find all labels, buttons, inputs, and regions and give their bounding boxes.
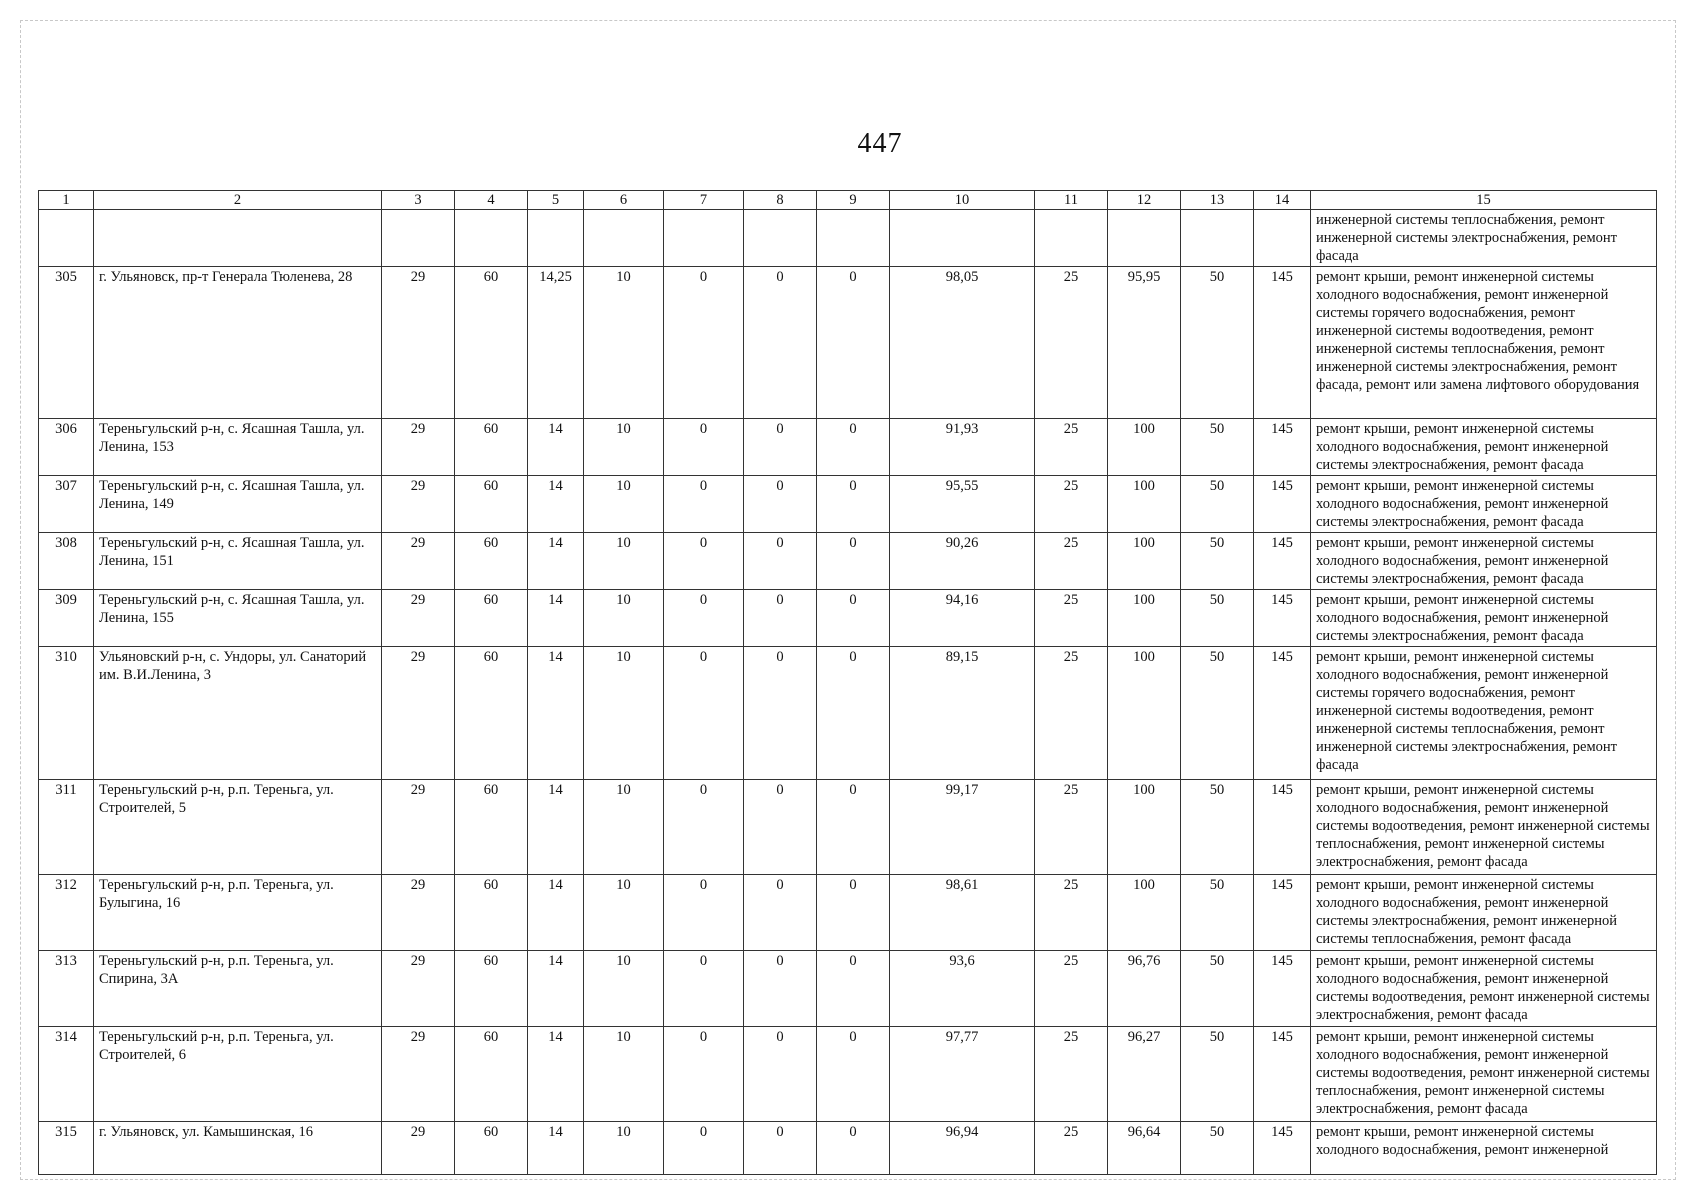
value-cell: 100 [1108,419,1181,476]
works-cell: ремонт крыши, ремонт инженерной системы холодного водоснабжения, ремонт инженерной системы электроснабжения, ремонт фасада [1311,533,1657,590]
value-cell: 14 [528,647,584,780]
table-row [39,267,1657,419]
address-cell: Тереньгульский р-н, р.п. Тереньга, ул. Спирина, 3А [94,951,382,1027]
page-number: 447 [857,128,903,159]
value-cell: 60 [455,1027,528,1122]
value-cell: 145 [1254,590,1311,647]
value-cell: 14 [528,476,584,533]
value-cell: 29 [382,875,455,951]
value-cell: 90,26 [890,533,1035,590]
value-cell: 0 [744,533,817,590]
value-cell: 95,95 [1108,267,1181,419]
value-cell: 145 [1254,1122,1311,1175]
works-cell: ремонт крыши, ремонт инженерной системы холодного водоснабжения, ремонт инженерной системы водоотведения, ремонт инженерной системы теплоснабжения, ремонт инженерной системы электроснабжения, ремонт фасада [1311,780,1657,875]
value-cell: 100 [1108,476,1181,533]
column-header: 5 [528,191,584,210]
value-cell: 10 [584,590,664,647]
table-row [39,951,1657,1027]
value-cell: 0 [817,875,890,951]
value-cell: 145 [1254,267,1311,419]
value-cell: 50 [1181,951,1254,1027]
table-row [39,1027,1657,1122]
value-cell: 29 [382,590,455,647]
repair-schedule-table [38,190,1657,1175]
value-cell: 100 [1108,533,1181,590]
table-row [39,780,1657,875]
table-row [39,590,1657,647]
value-cell: 95,55 [890,476,1035,533]
works-cell: ремонт крыши, ремонт инженерной системы холодного водоснабжения, ремонт инженерной системы электроснабжения, ремонт фасада [1311,590,1657,647]
value-cell: 60 [455,419,528,476]
table-cell [1254,210,1311,267]
value-cell: 145 [1254,951,1311,1027]
value-cell: 145 [1254,419,1311,476]
value-cell: 0 [817,951,890,1027]
value-cell: 14 [528,533,584,590]
works-cell: ремонт крыши, ремонт инженерной системы холодного водоснабжения, ремонт инженерной системы электроснабжения, ремонт инженерной системы теплоснабжения, ремонт фасада [1311,875,1657,951]
row-number: 314 [39,1027,94,1122]
column-header: 6 [584,191,664,210]
value-cell: 25 [1035,951,1108,1027]
value-cell: 0 [664,875,744,951]
value-cell: 29 [382,1122,455,1175]
value-cell: 14 [528,780,584,875]
table-cell [382,210,455,267]
value-cell: 60 [455,780,528,875]
value-cell: 97,77 [890,1027,1035,1122]
table-cell [94,210,382,267]
value-cell: 0 [664,780,744,875]
value-cell: 50 [1181,1122,1254,1175]
value-cell: 0 [744,875,817,951]
value-cell: 100 [1108,780,1181,875]
value-cell: 0 [664,419,744,476]
value-cell: 50 [1181,533,1254,590]
value-cell: 29 [382,647,455,780]
value-cell: 60 [455,590,528,647]
works-cell: ремонт крыши, ремонт инженерной системы холодного водоснабжения, ремонт инженерной системы водоотведения, ремонт инженерной системы теплоснабжения, ремонт инженерной системы электроснабжения, ремонт фасада [1311,1027,1657,1122]
column-header: 11 [1035,191,1108,210]
value-cell: 0 [817,590,890,647]
value-cell: 14 [528,590,584,647]
value-cell: 0 [744,780,817,875]
value-cell: 0 [664,1027,744,1122]
value-cell: 100 [1108,647,1181,780]
address-cell: Тереньгульский р-н, р.п. Тереньга, ул. Булыгина, 16 [94,875,382,951]
value-cell: 60 [455,533,528,590]
column-header: 1 [39,191,94,210]
value-cell: 0 [744,476,817,533]
table-cell [890,210,1035,267]
address-cell: г. Ульяновск, пр-т Генерала Тюленева, 28 [94,267,382,419]
address-cell: Тереньгульский р-н, р.п. Тереньга, ул. Строителей, 6 [94,1027,382,1122]
value-cell: 98,61 [890,875,1035,951]
value-cell: 29 [382,951,455,1027]
table-cell [455,210,528,267]
value-cell: 0 [817,1027,890,1122]
works-cell: ремонт крыши, ремонт инженерной системы холодного водоснабжения, ремонт инженерной системы горячего водоснабжения, ремонт инженерной системы водоотведения, ремонт инженерной системы теплоснабжения, ремонт инженерной системы электроснабжения, ремонт фасада, ремонт или замена лифтового оборудования [1311,267,1657,419]
value-cell: 0 [817,647,890,780]
column-number-header [39,191,1657,210]
row-number: 310 [39,647,94,780]
value-cell: 25 [1035,647,1108,780]
row-number: 305 [39,267,94,419]
value-cell: 60 [455,476,528,533]
value-cell: 0 [817,267,890,419]
value-cell: 29 [382,780,455,875]
value-cell: 0 [664,533,744,590]
table-cell [664,210,744,267]
value-cell: 25 [1035,780,1108,875]
table-row [39,419,1657,476]
value-cell: 10 [584,476,664,533]
value-cell: 50 [1181,476,1254,533]
value-cell: 145 [1254,533,1311,590]
value-cell: 10 [584,951,664,1027]
value-cell: 25 [1035,875,1108,951]
table-cell [817,210,890,267]
value-cell: 14 [528,1122,584,1175]
value-cell: 99,17 [890,780,1035,875]
works-cell: ремонт крыши, ремонт инженерной системы холодного водоснабжения, ремонт инженерной системы электроснабжения, ремонт фасада [1311,419,1657,476]
value-cell: 25 [1035,533,1108,590]
value-cell: 60 [455,647,528,780]
value-cell: 25 [1035,590,1108,647]
table-row [39,875,1657,951]
value-cell: 0 [817,1122,890,1175]
value-cell: 0 [817,780,890,875]
value-cell: 0 [744,647,817,780]
value-cell: 0 [664,1122,744,1175]
value-cell: 50 [1181,780,1254,875]
value-cell: 50 [1181,267,1254,419]
value-cell: 96,27 [1108,1027,1181,1122]
value-cell: 96,94 [890,1122,1035,1175]
address-cell: Тереньгульский р-н, с. Ясашная Ташла, ул. Ленина, 151 [94,533,382,590]
table-cell [1181,210,1254,267]
value-cell: 0 [744,590,817,647]
value-cell: 60 [455,267,528,419]
value-cell: 10 [584,875,664,951]
table-cell [1035,210,1108,267]
value-cell: 0 [744,1027,817,1122]
value-cell: 98,05 [890,267,1035,419]
table-cell [528,210,584,267]
column-header: 12 [1108,191,1181,210]
value-cell: 25 [1035,1027,1108,1122]
value-cell: 145 [1254,476,1311,533]
value-cell: 14,25 [528,267,584,419]
value-cell: 29 [382,476,455,533]
address-cell: Ульяновский р-н, с. Ундоры, ул. Санаторий им. В.И.Ленина, 3 [94,647,382,780]
table-cell [1108,210,1181,267]
column-header: 4 [455,191,528,210]
column-header: 13 [1181,191,1254,210]
table-cell [39,210,94,267]
row-number: 308 [39,533,94,590]
value-cell: 0 [664,951,744,1027]
value-cell: 0 [744,419,817,476]
row-number: 315 [39,1122,94,1175]
value-cell: 93,6 [890,951,1035,1027]
value-cell: 89,15 [890,647,1035,780]
row-number: 307 [39,476,94,533]
value-cell: 96,64 [1108,1122,1181,1175]
value-cell: 10 [584,1122,664,1175]
value-cell: 0 [664,267,744,419]
column-header: 10 [890,191,1035,210]
row-number: 309 [39,590,94,647]
address-cell: Тереньгульский р-н, р.п. Тереньга, ул. Строителей, 5 [94,780,382,875]
value-cell: 0 [817,476,890,533]
value-cell: 94,16 [890,590,1035,647]
value-cell: 14 [528,875,584,951]
value-cell: 145 [1254,1027,1311,1122]
address-cell: г. Ульяновск, ул. Камышинская, 16 [94,1122,382,1175]
value-cell: 25 [1035,419,1108,476]
value-cell: 10 [584,1027,664,1122]
value-cell: 14 [528,951,584,1027]
value-cell: 0 [664,647,744,780]
value-cell: 100 [1108,875,1181,951]
value-cell: 60 [455,1122,528,1175]
value-cell: 0 [744,951,817,1027]
table-cell [744,210,817,267]
value-cell: 0 [664,476,744,533]
table-cell [584,210,664,267]
works-cell: ремонт крыши, ремонт инженерной системы холодного водоснабжения, ремонт инженерной системы водоотведения, ремонт инженерной системы электроснабжения, ремонт фасада [1311,951,1657,1027]
value-cell: 50 [1181,419,1254,476]
column-header: 14 [1254,191,1311,210]
value-cell: 29 [382,533,455,590]
value-cell: 29 [382,1027,455,1122]
works-cell: ремонт крыши, ремонт инженерной системы холодного водоснабжения, ремонт инженерной системы горячего водоснабжения, ремонт инженерной системы водоотведения, ремонт инженерной системы теплоснабжения, ремонт инженерной системы электроснабжения, ремонт фасада [1311,647,1657,780]
value-cell: 0 [817,533,890,590]
value-cell: 10 [584,267,664,419]
value-cell: 25 [1035,476,1108,533]
column-header: 9 [817,191,890,210]
value-cell: 0 [664,590,744,647]
row-number: 306 [39,419,94,476]
column-header: 8 [744,191,817,210]
value-cell: 100 [1108,590,1181,647]
value-cell: 10 [584,647,664,780]
value-cell: 0 [744,1122,817,1175]
column-header: 3 [382,191,455,210]
address-cell: Тереньгульский р-н, с. Ясашная Ташла, ул. Ленина, 155 [94,590,382,647]
value-cell: 145 [1254,647,1311,780]
table-row-continuation [39,210,1657,267]
column-header: 15 [1311,191,1657,210]
value-cell: 60 [455,951,528,1027]
value-cell: 96,76 [1108,951,1181,1027]
row-number: 311 [39,780,94,875]
address-cell: Тереньгульский р-н, с. Ясашная Ташла, ул. Ленина, 149 [94,476,382,533]
value-cell: 10 [584,533,664,590]
table-row [39,476,1657,533]
value-cell: 14 [528,1027,584,1122]
table-row [39,1122,1657,1175]
address-cell: Тереньгульский р-н, с. Ясашная Ташла, ул. Ленина, 153 [94,419,382,476]
value-cell: 25 [1035,1122,1108,1175]
works-cell: ремонт крыши, ремонт инженерной системы холодного водоснабжения, ремонт инженерной системы электроснабжения, ремонт фасада [1311,476,1657,533]
column-header: 2 [94,191,382,210]
value-cell: 14 [528,419,584,476]
value-cell: 91,93 [890,419,1035,476]
value-cell: 145 [1254,780,1311,875]
value-cell: 50 [1181,875,1254,951]
value-cell: 50 [1181,647,1254,780]
value-cell: 10 [584,780,664,875]
value-cell: 25 [1035,267,1108,419]
row-number: 313 [39,951,94,1027]
column-header: 7 [664,191,744,210]
value-cell: 50 [1181,1027,1254,1122]
table-row [39,647,1657,780]
table-row [39,533,1657,590]
works-cell: инженерной системы теплоснабжения, ремонт инженерной системы электроснабжения, ремонт фасада [1311,210,1657,267]
value-cell: 0 [744,267,817,419]
value-cell: 10 [584,419,664,476]
value-cell: 29 [382,419,455,476]
value-cell: 50 [1181,590,1254,647]
value-cell: 60 [455,875,528,951]
row-number: 312 [39,875,94,951]
works-cell: ремонт крыши, ремонт инженерной системы холодного водоснабжения, ремонт инженерной [1311,1122,1657,1175]
value-cell: 29 [382,267,455,419]
value-cell: 0 [817,419,890,476]
value-cell: 145 [1254,875,1311,951]
